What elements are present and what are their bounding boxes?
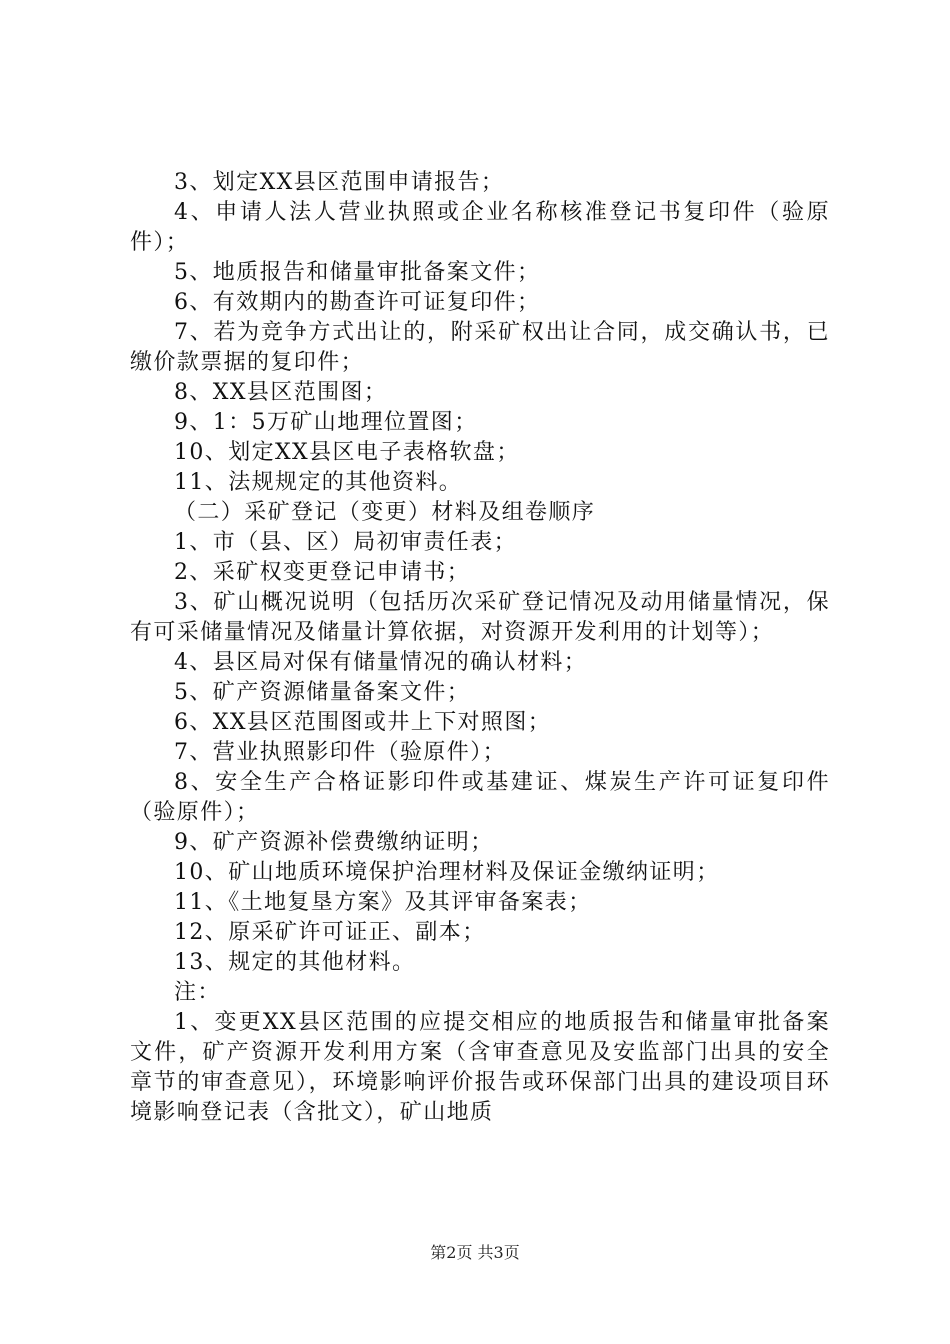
- paragraph: 13、规定的其他材料。: [174, 950, 416, 975]
- paragraph: 12、原采矿许可证正、副本；: [174, 920, 486, 945]
- paragraph: 1、变更XX县区范围的应提交相应的地质报告和储量审批备案文件，矿产资源开发利用方案（含审查意见及安监部门出具的安全章节的审查意见），环境影响评价报告或环保部门出具的建设项目环境影响登记表（含批文），矿山地质: [130, 1010, 830, 1125]
- paragraph: 2、采矿权变更登记申请书；: [174, 560, 471, 585]
- section-heading: （二）采矿登记（变更）材料及组卷顺序: [174, 500, 596, 525]
- paragraph: 10、划定XX县区电子表格软盘；: [174, 440, 520, 465]
- paragraph: 10、矿山地质环境保护治理材料及保证金缴纳证明；: [174, 860, 720, 885]
- paragraph: 11、《土地复垦方案》及其评审备案表；: [174, 890, 592, 915]
- note-label: 注：: [174, 980, 221, 1005]
- paragraph: 6、有效期内的勘查许可证复印件；: [174, 290, 541, 315]
- paragraph: 8、安全生产合格证影印件或基建证、煤炭生产许可证复印件（验原件）；: [130, 770, 830, 825]
- paragraph: 7、营业执照影印件（验原件）；: [174, 740, 506, 765]
- paragraph: 9、矿产资源补偿费缴纳证明；: [174, 830, 494, 855]
- paragraph: 9、1：5万矿山地理位置图；: [174, 410, 478, 435]
- page-footer: 第2页 共3页: [430, 1243, 520, 1262]
- paragraph: 3、矿山概况说明（包括历次采矿登记情况及动用储量情况，保有可采储量情况及储量计算依据，对资源开发利用的计划等）；: [130, 590, 830, 645]
- paragraph: 4、县区局对保有储量情况的确认材料；: [174, 650, 588, 675]
- paragraph: 7、若为竞争方式出让的，附采矿权出让合同，成交确认书，已缴价款票据的复印件；: [130, 320, 830, 375]
- paragraph: 4、申请人法人营业执照或企业名称核准登记书复印件（验原件）；: [130, 200, 830, 255]
- paragraph: 8、XX县区范围图；: [174, 380, 388, 405]
- document-body: [130, 168, 830, 1128]
- paragraph: 1、市（县、区）局初审责任表；: [174, 530, 517, 555]
- paragraph: 5、地质报告和储量审批备案文件；: [174, 260, 541, 285]
- paragraph: 6、XX县区范围图或井上下对照图；: [174, 710, 552, 735]
- paragraph: 11、法规规定的其他资料。: [174, 470, 463, 495]
- paragraph: 3、划定XX县区范围申请报告；: [174, 170, 505, 195]
- paragraph: 5、矿产资源储量备案文件；: [174, 680, 471, 705]
